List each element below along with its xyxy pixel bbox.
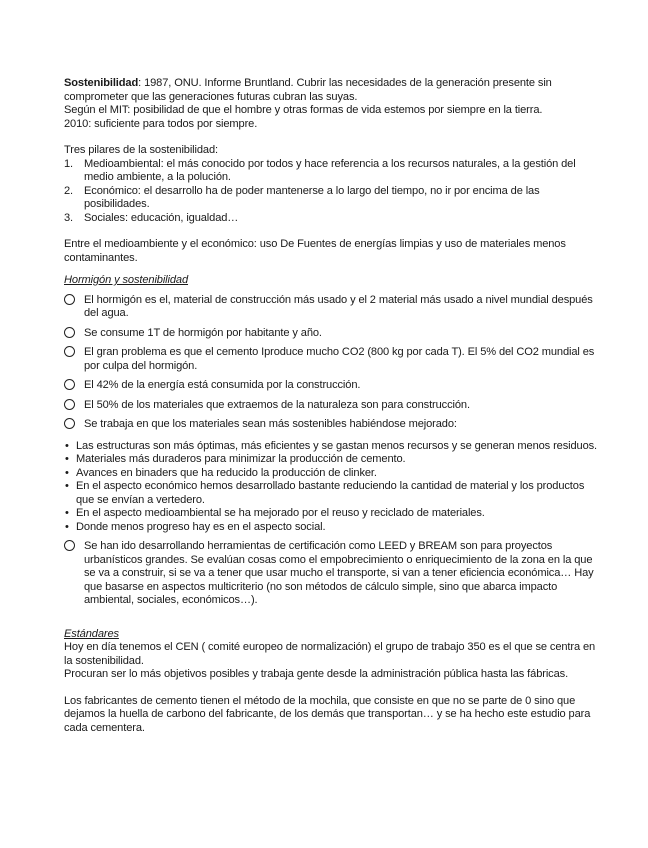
certification-list <box>64 540 598 608</box>
pilar-item <box>64 185 598 212</box>
list-item-text: Se trabaja en que los materiales sean más sostenibles habiéndose mejorado: <box>84 418 457 430</box>
bullet-item <box>64 521 598 535</box>
fabricantes-paragraph: Los fabricantes de cemento tienen el método de la mochila, que consiste en que no se parte de 0 sino que dejamos la huella de carbono del fabricante, de los demás que transportan… y se ha hecho este estudio para cada cementera. <box>64 694 591 734</box>
circle-bullet-icon <box>64 379 75 390</box>
circle-bullet-icon <box>64 418 75 429</box>
circle-bullet-icon <box>64 294 75 305</box>
bullet-item <box>64 467 598 481</box>
bullet-dot-icon: • <box>65 507 69 519</box>
estandares-heading: Estándares <box>64 627 119 640</box>
bullet-item <box>64 440 598 454</box>
list-item <box>64 540 598 608</box>
intro-paragraph <box>64 77 598 104</box>
list-item-text: El 50% de los materiales que extraemos de la naturaleza son para construcción. <box>84 398 470 411</box>
pilar-number: 2. <box>64 184 74 197</box>
bullet-item <box>64 453 598 467</box>
circle-bullet-icon <box>64 540 75 551</box>
list-item <box>64 418 598 432</box>
list-item <box>64 294 598 321</box>
bullet-item <box>64 507 598 521</box>
pilar-number: 1. <box>64 157 74 170</box>
pilar-text: Económico: el desarrollo ha de poder mantenerse a lo largo del tiempo, no ir por encima de las posibilidades. <box>84 184 540 210</box>
pilares-list <box>64 158 598 226</box>
bullet-text: En el aspecto económico hemos desarrollado bastante reduciendo la cantidad de material y los productos que se envían a vertedero. <box>76 480 585 506</box>
pilar-item <box>64 158 598 185</box>
improvements-list <box>64 440 598 535</box>
pilar-text: Sociales: educación, igualdad… <box>84 211 239 224</box>
bullet-text: En el aspecto medioambiental se ha mejorado por el reuso y reciclado de materiales. <box>76 507 485 519</box>
bullet-text: Materiales más duraderos para minimizar la producción de cemento. <box>76 453 406 465</box>
bullet-dot-icon: • <box>65 520 69 533</box>
list-item <box>64 327 598 341</box>
bullet-dot-icon: • <box>65 480 69 492</box>
bullet-dot-icon: • <box>65 439 69 452</box>
pilar-text: Medioambiental: el más conocido por todos y hace referencia a los recursos naturales, a la gestión del medio ambiente, a la polución. <box>84 157 576 183</box>
list-item-text: El gran problema es que el cemento Iproduce mucho CO2 (800 kg por cada T). El 5% del CO2 mundial es por culpa del hormigón. <box>84 346 595 372</box>
list-item-text: Se han ido desarrollando herramientas de certificación como LEED y BREAM son para proyectos urbanísticos grandes. Se evalúan cosas como el empobrecimiento o enriquecimiento de la zona en la que se va a construir, si se va a tener que usar mucho el transporte, si van a tener eficiencia económica… Hay que basarse en aspectos multicriterio (no son métodos de cálculo simple, sino que abarca impacto ambiental, sociales, económicos…). <box>84 540 594 606</box>
sostenibilidad-definition: : 1987, ONU. Informe Bruntland. Cubrir las necesidades de la generación presente sin comprometer que las generaciones futuras cubran las suyas. <box>64 77 552 103</box>
estandares-paragraph-1: Hoy en día tenemos el CEN ( comité europeo de normalización) el grupo de trabajo 350 es el que se centra en la sostenibilidad. <box>64 641 596 667</box>
bullet-item <box>64 480 598 507</box>
bullet-text: Las estructuras son más óptimas, más eficientes y se gastan menos recursos y se generan menos residuos. <box>76 439 598 452</box>
sostenibilidad-term: Sostenibilidad <box>64 77 139 89</box>
list-item-text: El 42% de la energía está consumida por la construcción. <box>84 379 361 391</box>
bullet-text: Avances en binaders que ha reducido la producción de clinker. <box>76 466 377 479</box>
year-2010-line: 2010: suficiente para todos por siempre. <box>64 117 258 130</box>
hormigon-heading: Hormigón y sostenibilidad <box>64 274 189 286</box>
pilar-item <box>64 212 598 226</box>
list-item <box>64 379 598 393</box>
list-item <box>64 346 598 373</box>
mit-line: Según el MIT: posibilidad de que el hombre y otras formas de vida estemos por siempre en la tierra. <box>64 104 543 116</box>
circle-bullet-icon <box>64 327 75 338</box>
circle-bullet-icon <box>64 346 75 357</box>
list-item <box>64 399 598 413</box>
bullet-dot-icon: • <box>65 453 69 465</box>
list-item-text: Se consume 1T de hormigón por habitante y año. <box>84 326 322 339</box>
bullet-text: Donde menos progreso hay es en el aspecto social. <box>76 520 326 533</box>
circle-bullet-icon <box>64 399 75 410</box>
estandares-paragraph-2: Procuran ser lo más objetivos posibles y trabaja gente desde la administración pública hasta las fábricas. <box>64 668 569 680</box>
entre-paragraph: Entre el medioambiente y el económico: uso De Fuentes de energías limpias y uso de materiales menos contaminantes. <box>64 238 566 264</box>
pilares-title: Tres pilares de la sostenibilidad: <box>64 144 218 156</box>
hormigon-list <box>64 294 598 432</box>
list-item-text: El hormigón es el, material de construcción más usado y el 2 material más usado a nivel mundial después del agua. <box>84 293 593 319</box>
pilar-number: 3. <box>64 211 74 224</box>
bullet-dot-icon: • <box>65 466 69 479</box>
